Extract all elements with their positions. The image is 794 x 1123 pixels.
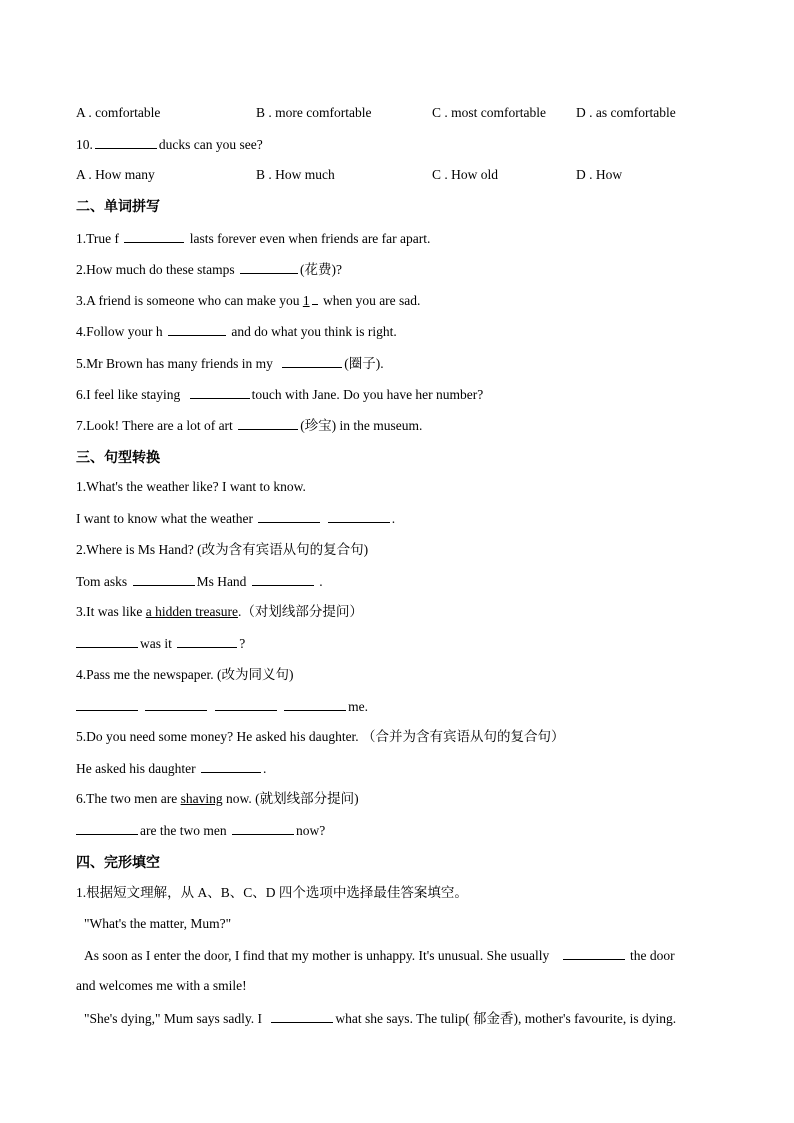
- s3-q1-answer-text: I want to know what the weather: [76, 511, 253, 526]
- s2-item-3-text-a: 3.A friend is someone who can make you: [76, 293, 300, 308]
- s2-item-4: [76, 322, 397, 341]
- answer-blank[interactable]: [312, 291, 318, 305]
- s3-q3-text-a: 3.It was like: [76, 604, 143, 619]
- s3-q4-answer-text: me.: [348, 699, 368, 714]
- s4-p2-text-b: the door: [629, 948, 675, 963]
- s4-paragraph-1: "What's the matter, Mum?": [84, 916, 232, 931]
- s4-instruction: 1.根据短文理解，从 A、B、C、D 四个选项中选择最佳答案填空。: [76, 885, 468, 900]
- s3-q6: [76, 790, 359, 808]
- s2-item-7-text-b: (珍宝) in the museum.: [300, 418, 423, 433]
- answer-blank[interactable]: [168, 322, 226, 336]
- s2-item-1-text-a: 1.True f: [76, 231, 120, 246]
- answer-blank[interactable]: [238, 416, 298, 430]
- s3-q6-underlined: shaving: [180, 791, 223, 806]
- q10-option-b: B . How much: [256, 167, 335, 182]
- s3-q3-answer: was it ?: [76, 634, 245, 653]
- answer-blank[interactable]: [145, 697, 207, 711]
- answer-blank[interactable]: [252, 572, 314, 586]
- q9-option-a: A . comfortable: [76, 105, 161, 120]
- s2-item-2: [76, 260, 342, 279]
- s2-item-5-text-a: 5.Mr Brown has many friends in my: [76, 356, 273, 371]
- s2-item-7: [76, 416, 422, 435]
- s4-p4-text-a: "She's dying," Mum says sadly. I: [84, 1011, 262, 1026]
- s3-q6-answer-b: now?: [295, 823, 326, 838]
- answer-blank[interactable]: [240, 260, 298, 274]
- q9-option-b: B . more comfortable: [256, 105, 372, 120]
- q10-text: ducks can you see?: [158, 137, 263, 152]
- s4-paragraph-4: [84, 1009, 676, 1028]
- answer-blank[interactable]: [284, 697, 346, 711]
- s2-item-1-text-b: lasts forever even when friends are far apart.: [189, 231, 431, 246]
- s2-item-1: [76, 229, 430, 248]
- s3-q3-text-b: .（对划线部分提问）: [237, 604, 363, 619]
- q9-option-d: D . as comfortable: [576, 105, 676, 120]
- s2-item-3-text-b: when you are sad.: [322, 293, 421, 308]
- answer-blank[interactable]: [258, 509, 320, 523]
- answer-blank[interactable]: [282, 354, 342, 368]
- s3-q6-answer-a: are the two men: [140, 823, 227, 838]
- s2-item-6-text-a: 6.I feel like staying: [76, 387, 181, 402]
- q10-option-a: A . How many: [76, 167, 155, 182]
- s3-q2-answer-b: Ms Hand: [196, 574, 247, 589]
- answer-blank[interactable]: [215, 697, 277, 711]
- s2-item-2-text-b: (花费)?: [299, 262, 342, 277]
- s3-q6-text-a: 6.The two men are: [76, 791, 178, 806]
- s3-q4: 4.Pass me the newspaper. (改为同义句): [76, 667, 294, 682]
- s2-item-7-text-a: 7.Look! There are a lot of art: [76, 418, 233, 433]
- answer-blank[interactable]: [190, 385, 250, 399]
- s2-item-6-text-b: touch with Jane. Do you have her number?: [251, 387, 484, 402]
- q10-question: [76, 135, 263, 154]
- s3-q2: 2.Where is Ms Hand? (改为含有宾语从句的复合句): [76, 542, 369, 557]
- answer-blank[interactable]: [124, 229, 184, 243]
- q10-option-c: C . How old: [432, 167, 499, 182]
- s3-q6-answer: [76, 821, 325, 840]
- s3-q2-answer-a: Tom asks: [76, 574, 128, 589]
- s4-paragraph-2: [84, 946, 675, 965]
- s3-q4-answer: [76, 697, 368, 716]
- section-4-title: 四、完形填空: [76, 855, 160, 871]
- section-3-title: 三、句型转换: [76, 450, 160, 466]
- q10-number: 10.: [76, 137, 93, 152]
- q10-option-d: D . How: [576, 167, 623, 182]
- section-2-title: 二、单词拼写: [76, 199, 160, 215]
- s3-q2-answer: Tom asks Ms Hand .: [76, 574, 323, 589]
- s2-item-4-text-a: 4.Follow your h: [76, 324, 163, 339]
- s3-q3: [76, 603, 363, 621]
- answer-blank[interactable]: [95, 135, 157, 149]
- s2-item-5: [76, 354, 384, 373]
- s3-q3-answer-text: was it: [140, 636, 172, 651]
- answer-blank[interactable]: [76, 821, 138, 835]
- answer-blank[interactable]: [177, 634, 237, 648]
- s2-item-4-text-b: and do what you think is right.: [231, 324, 397, 339]
- answer-blank[interactable]: [76, 634, 138, 648]
- s3-q5: 5.Do you need some money? He asked his daughter. （合并为含有宾语从句的复合句）: [76, 729, 565, 744]
- s2-item-3-underlined: 1: [302, 293, 310, 308]
- q9-option-c: C . most comfortable: [432, 105, 546, 120]
- answer-blank[interactable]: [201, 759, 261, 773]
- answer-blank[interactable]: [133, 572, 195, 586]
- answer-blank[interactable]: [271, 1009, 333, 1023]
- s2-item-2-text-a: 2.How much do these stamps: [76, 262, 235, 277]
- s2-item-3: [76, 291, 420, 310]
- s3-q1: 1.What's the weather like? I want to know.: [76, 479, 306, 494]
- answer-blank[interactable]: [232, 821, 294, 835]
- s3-q5-answer-text: He asked his daughter: [76, 761, 196, 776]
- s4-p2-text-a: As soon as I enter the door, I find that my mother is unhappy. It's unusual. She usually: [84, 948, 550, 963]
- answer-blank[interactable]: [563, 946, 625, 960]
- s3-q3-underlined: a hidden treasure: [145, 604, 238, 619]
- answer-blank[interactable]: [328, 509, 390, 523]
- s4-p4-text-b: what she says. The tulip( 郁金香), mother's favourite, is dying.: [335, 1011, 677, 1026]
- s3-q5-answer: He asked his daughter .: [76, 761, 267, 776]
- s3-q1-answer: I want to know what the weather .: [76, 511, 396, 526]
- s2-item-5-text-b: (圈子).: [344, 356, 384, 371]
- s3-q6-text-b: now. (就划线部分提问): [225, 791, 359, 806]
- s2-item-6: [76, 385, 483, 404]
- s4-paragraph-3: and welcomes me with a smile!: [76, 978, 247, 993]
- answer-blank[interactable]: [76, 697, 138, 711]
